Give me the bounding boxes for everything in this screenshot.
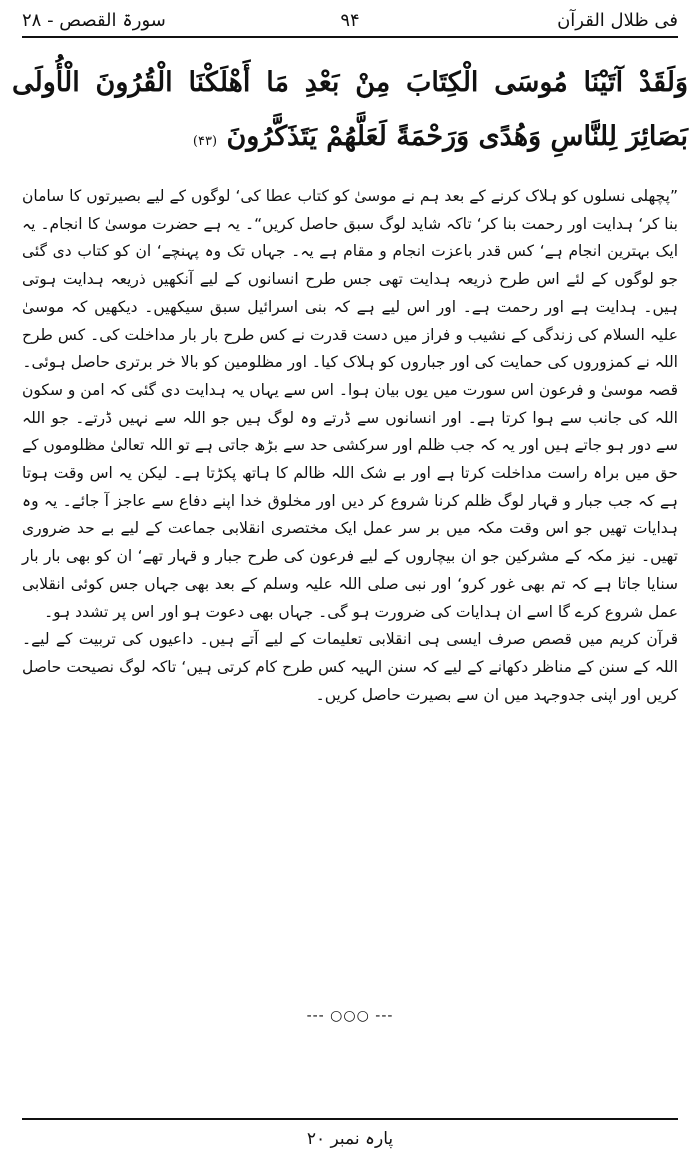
page-header (22, 6, 678, 38)
paragraph-2: قصہ موسیٰ و فرعون اس سورت میں یوں بیان ہوا۔ اس سے یہاں یہ ہدایت دی گئی کہ امن و سکون اللہ کی جانب سے ہوا کرتا ہے۔ اور انسانوں سے ڈرتے وہ لوگ ہیں جو اللہ سے نہیں ڈرتے۔ جو اللہ سے دور ہو جاتے ہیں اور یہ کہ جب ظلم اور سرکشی حد سے بڑھ جاتی ہے تو اللہ تعالیٰ مظلوموں کے حق میں براہ راست مداخلت کرتا ہے اور بے شک اللہ ظالم کا ہاتھ پکڑتا ہے۔ لیکن یہ اس وقت ہوتا ہے کہ جب جبار و قہار لوگ ظلم کرنا شروع کر دیں اور مخلوق خدا اپنے دفاع سے عاجز آ جائے۔ یہ وہ ہدایات تھیں جو اس وقت مکہ میں بر سر عمل ایک مختصری انقلابی جماعت کے لیے بے حد ضروری تھیں۔ نیز مکہ کے مشرکین جو ان بیچاروں کے لیے فرعون کی طرح جبار و قہار تھے‘ ان کو بھی بار بار سنایا جاتا ہے کہ تم بھی غور کرو‘ اور نبی صلی اللہ علیہ وسلم کے بعد بھی جہاں جس کوئی انقلابی عمل شروع کرے گا اسے ان ہدایات کی ضرورت ہو گی۔ جہاں بھی دعوت ہو اور اس پر تشدد ہو۔ (22, 380, 679, 621)
section-separator: --- ○○○ --- (306, 1008, 394, 1024)
page-number: ۹۴ (340, 10, 360, 31)
footer-divider (22, 1118, 678, 1120)
paragraph-3: قرآن کریم میں قصص صرف ایسی ہی انقلابی تعلیمات کے لیے آتے ہیں۔ داعیوں کی تربیت کے لیے۔ اللہ کے سنن کے مناظر دکھانے کے لیے کہ سنن الہیہ کس طرح کام کرتی ہیں‘ تاکہ لوگ نصیحت حاصل کریں اور اپنی جدوجہد میں ان سے بصیرت حاصل کریں۔ (22, 630, 678, 704)
surah-label: سورۃ القصص - ۲۸ (22, 10, 166, 31)
verse-number-marker: (۴۳) (192, 134, 218, 149)
verse-text: وَلَقَدْ آتَيْنَا مُوسَى الْكِتَابَ مِنْ بَعْدِ مَا أَهْلَكْنَا الْقُرُونَ الْأُولَى بَصَائِرَ لِلنَّاسِ وَهُدًى وَرَحْمَةً لَعَلَّهُمْ يَتَذَكَّرُونَ (12, 67, 688, 152)
book-title: فی ظلال القرآن (557, 10, 678, 31)
quranic-verse (12, 56, 688, 169)
paragraph-1: ”پچھلی نسلوں کو ہلاک کرنے کے بعد ہم نے موسیٰ کو کتاب عطا کی‘ لوگوں کے لیے بصیرتوں کا سامان بنا کر‘ ہدایت اور رحمت بنا کر‘ تاکہ شاید لوگ سبق حاصل کریں“۔ یہ ہے حضرت موسیٰ کا انجام۔ یہ ایک بہترین انجام ہے‘ کس قدر باعزت انجام و مقام ہے یہ۔ جہاں تک وہ پہنچے‘ ان کو کتاب دی گئی جو لوگوں کے لئے اس طرح ذریعہ ہدایت تھی جس طرح انسانوں کے لیے آنکھیں ذریعہ ہدایت ہوتی ہیں۔ ہدایت ہے اور رحمت ہے۔ اور اس لیے ہے کہ بنی اسرائیل سبق سیکھیں۔ دیکھیں کہ موسیٰ علیہ السلام کی زندگی کے نشیب و فراز میں دست قدرت نے کس طرح بار بار مداخلت کی۔ کس طرح اللہ نے کمزوروں کی حمایت کی اور جباروں کو ہلاک کیا۔ اور مظلومین کو بالا خر برتری حاصل ہوئی۔ (22, 187, 678, 372)
commentary-body (22, 183, 678, 709)
footer-para-number: پارہ نمبر ۲۰ (306, 1129, 394, 1149)
